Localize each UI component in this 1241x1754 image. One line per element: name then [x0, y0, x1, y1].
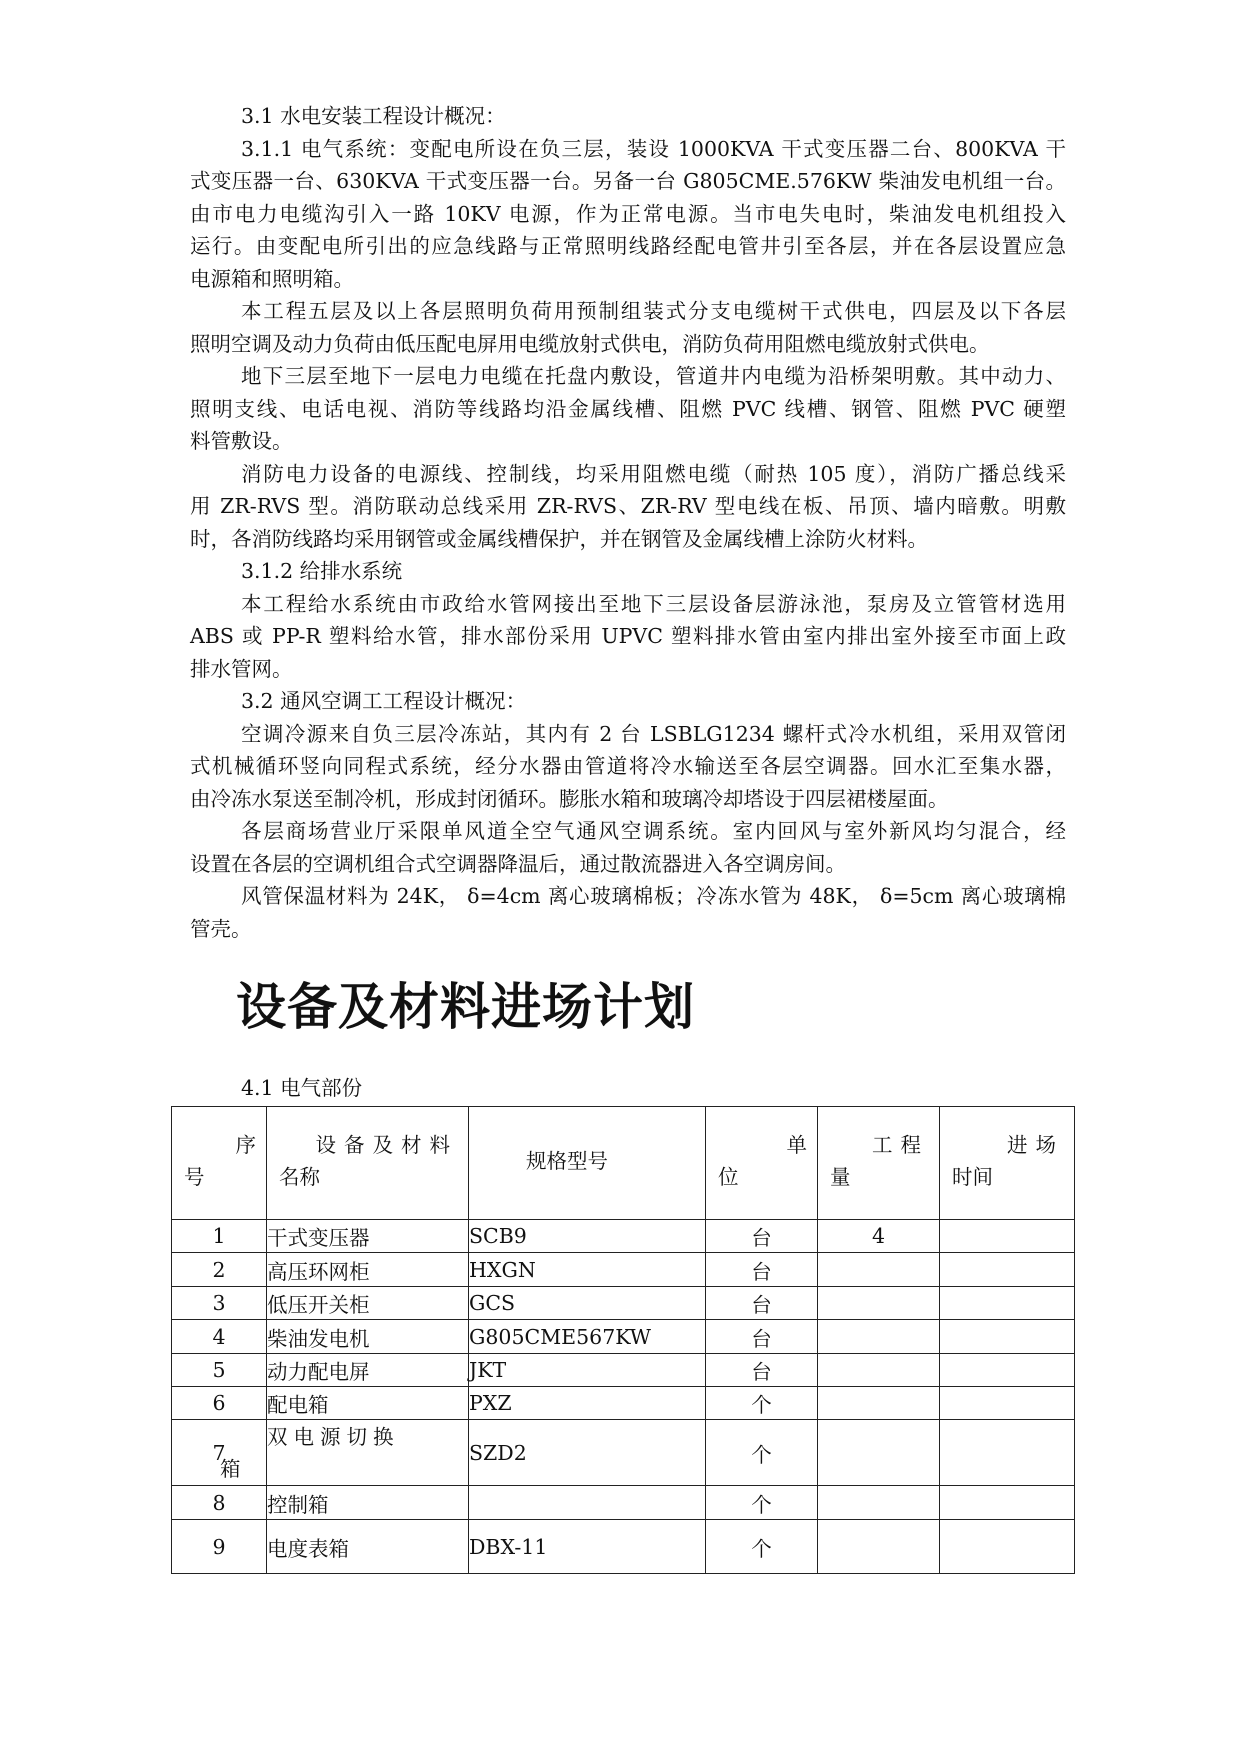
- cell-no: 1: [172, 1220, 267, 1253]
- cell-name: 高压环网柜: [267, 1253, 469, 1287]
- text-line: 式变压器一台、630KVA 干式变压器一台。另备一台 G805CME.576KW 柴油发电机组一台。: [190, 169, 1066, 193]
- section-4-1-title: 4.1 电气部份: [241, 1076, 363, 1100]
- cell-spec: JKT: [469, 1354, 706, 1387]
- cell-spec: SZD2: [469, 1420, 706, 1486]
- cell-spec: [469, 1486, 706, 1520]
- equipment-table: [171, 1106, 1075, 1574]
- cell-unit: 个: [706, 1420, 818, 1486]
- header-spec: 规格型号: [469, 1107, 706, 1220]
- cell-qty: [818, 1253, 940, 1287]
- cell-name: 柴油发电机: [267, 1320, 469, 1354]
- header-no: 序 号: [172, 1107, 267, 1220]
- text-line: 地下三层至地下一层电力电缆在托盘内敷设，管道井内电缆为沿桥架明敷。其中动力、: [241, 364, 1066, 388]
- cell-qty: [818, 1387, 940, 1420]
- text-line: 料管敷设。: [190, 429, 293, 453]
- text-line: 运行。由变配电所引出的应急线路与正常照明线路经配电管井引至各层，并在各层设置应急: [190, 234, 1066, 258]
- cell-qty: 4: [818, 1220, 940, 1253]
- text-line: 本工程给水系统由市政给水管网接出至地下三层设备层游泳池，泵房及立管管材选用: [241, 591, 1066, 616]
- cell-no: 7: [172, 1420, 267, 1486]
- cell-spec: DBX-11: [469, 1520, 706, 1574]
- cell-name: 动力配电屏: [267, 1354, 469, 1387]
- section-3-2: [190, 685, 1066, 718]
- text-line: 设置在各层的空调机组合式空调器降温后，通过散流器进入各空调房间。: [190, 851, 846, 876]
- cell-no: 5: [172, 1354, 267, 1387]
- cell-name: 低压开关柜: [267, 1287, 469, 1320]
- table-row: [172, 1387, 1075, 1420]
- cell-time: [940, 1220, 1075, 1253]
- text-line: 由市电力电缆沟引入一路 10KV 电源，作为正常电源。当市电失电时，柴油发电机组投入: [190, 201, 1066, 226]
- cell-time: [940, 1253, 1075, 1287]
- cell-name: 配电箱: [267, 1387, 469, 1420]
- text-line: 各层商场营业厅采限单风道全空气通风空调系统。室内回风与室外新风均匀混合，经: [241, 819, 1066, 843]
- cell-time: [940, 1520, 1075, 1574]
- cell-time: [940, 1320, 1075, 1354]
- cell-name: 电度表箱: [267, 1520, 469, 1574]
- table-row: [172, 1520, 1075, 1574]
- cell-qty: [818, 1354, 940, 1387]
- cell-name: 干式变压器: [267, 1220, 469, 1253]
- text-line: 照明支线、电话电视、消防等线路均沿金属线槽、阻燃 PVC 线槽、钢管、阻燃 PVC 硬塑: [190, 396, 1066, 421]
- cell-spec: GCS: [469, 1287, 706, 1320]
- text-line: 本工程五层及以上各层照明负荷用预制组装式分支电缆树干式供电，四层及以下各层: [241, 299, 1066, 323]
- page-heading: 设备及材料进场计划: [236, 978, 695, 1036]
- cell-qty: [818, 1320, 940, 1354]
- cell-unit: 个: [706, 1387, 818, 1420]
- table-row: [172, 1220, 1075, 1253]
- table-row: [172, 1420, 1075, 1486]
- paragraph-water: [190, 588, 1066, 686]
- text-line: 风管保温材料为 24K， δ=4cm 离心玻璃棉板；冷冻水管为 48K， δ=5cm 离心玻璃棉: [241, 884, 1066, 908]
- table-row: [172, 1287, 1075, 1320]
- header-name: 设备及材料 名称: [267, 1107, 469, 1220]
- cell-time: [940, 1354, 1075, 1387]
- cell-qty: [818, 1287, 940, 1320]
- paragraph-insulation: [190, 880, 1066, 945]
- cell-name-line: 箱: [220, 1456, 241, 1481]
- table-row: [172, 1253, 1075, 1287]
- table-row: [172, 1486, 1075, 1520]
- cell-no: 4: [172, 1320, 267, 1354]
- cell-unit: 个: [706, 1520, 818, 1574]
- cell-spec: PXZ: [469, 1387, 706, 1420]
- cell-name: 控制箱: [267, 1486, 469, 1520]
- cell-time: [940, 1486, 1075, 1520]
- cell-time: [940, 1287, 1075, 1320]
- cell-spec: HXGN: [469, 1253, 706, 1287]
- header-time: 进场 时间: [940, 1107, 1075, 1220]
- section-3-2-title: 3.2 通风空调工工程设计概况：: [241, 689, 527, 713]
- text-line: 由冷冻水泵送至制冷机，形成封闭循环。膨胀水箱和玻璃冷却塔设于四层裙楼屋面。: [190, 786, 949, 811]
- paragraph-fire: [190, 458, 1066, 556]
- paragraph-electrical-system: [190, 133, 1066, 296]
- cell-unit: 台: [706, 1220, 818, 1253]
- cell-qty: [818, 1520, 940, 1574]
- section-3-1-2: [190, 555, 1066, 588]
- cell-no: 6: [172, 1387, 267, 1420]
- cell-unit: 台: [706, 1253, 818, 1287]
- text-line: 消防电力设备的电源线、控制线，均采用阻燃电缆（耐热 105 度），消防广播总线采: [241, 461, 1066, 486]
- cell-no: 2: [172, 1253, 267, 1287]
- cell-name: [220, 1420, 469, 1486]
- cell-spec: G805CME567KW: [469, 1320, 706, 1354]
- text-line: 式机械循环竖向同程式系统，经分水器由管道将冷水输送至各层空调器。回水汇至集水器，: [190, 754, 1066, 778]
- text-line: 照明空调及动力负荷由低压配电屏用电缆放射式供电，消防负荷用阻燃电缆放射式供电。: [190, 331, 990, 356]
- cell-unit: 台: [706, 1320, 818, 1354]
- paragraph-hvac: [190, 718, 1066, 816]
- section-3-1-title: 3.1 水电安装工程设计概况：: [241, 104, 506, 128]
- cell-unit: 个: [706, 1486, 818, 1520]
- paragraph-lighting: [190, 295, 1066, 360]
- cell-time: [940, 1387, 1075, 1420]
- paragraph-cable: [190, 360, 1066, 458]
- cell-time: [940, 1420, 1075, 1486]
- cell-unit: 台: [706, 1354, 818, 1387]
- text-line: 排水管网。: [190, 656, 293, 681]
- paragraph-air: [190, 815, 1066, 880]
- text-line: 电源箱和照明箱。: [190, 266, 354, 291]
- cell-spec: SCB9: [469, 1220, 706, 1253]
- table-row: [172, 1320, 1075, 1354]
- section-3-1-2-title: 3.1.2 给排水系统: [241, 559, 403, 583]
- text-line: 时，各消防线路均采用钢管或金属线槽保护，并在钢管及金属线槽上涂防火材料。: [190, 526, 928, 551]
- cell-qty: [818, 1420, 940, 1486]
- cell-no: 8: [172, 1486, 267, 1520]
- text-line: 空调冷源来自负三层冷冻站，其内有 2 台 LSBLG1234 螺杆式冷水机组，采用双管闭: [241, 721, 1066, 746]
- text-line: 3.1.1 电气系统：变配电所设在负三层，装设 1000KVA 干式变压器二台、800KVA 干: [241, 136, 1066, 161]
- header-unit: 单 位: [706, 1107, 818, 1220]
- cell-unit: 台: [706, 1287, 818, 1320]
- cell-no: 9: [172, 1520, 267, 1574]
- section-3-1: [190, 100, 1066, 133]
- text-line: 用 ZR-RVS 型。消防联动总线采用 ZR-RVS、ZR-RV 型电线在板、吊顶、墙内暗敷。明敷: [190, 494, 1066, 518]
- table-header-row: [172, 1107, 1075, 1220]
- table-row: [172, 1354, 1075, 1387]
- header-qty: 工程 量: [818, 1107, 940, 1220]
- cell-no: 3: [172, 1287, 267, 1320]
- cell-name-line: 双电源切换: [267, 1424, 400, 1449]
- text-line: ABS 或 PP-R 塑料给水管，排水部份采用 UPVC 塑料排水管由室内排出室外接至市面上政: [190, 624, 1066, 648]
- cell-qty: [818, 1486, 940, 1520]
- text-line: 管壳。: [190, 916, 252, 941]
